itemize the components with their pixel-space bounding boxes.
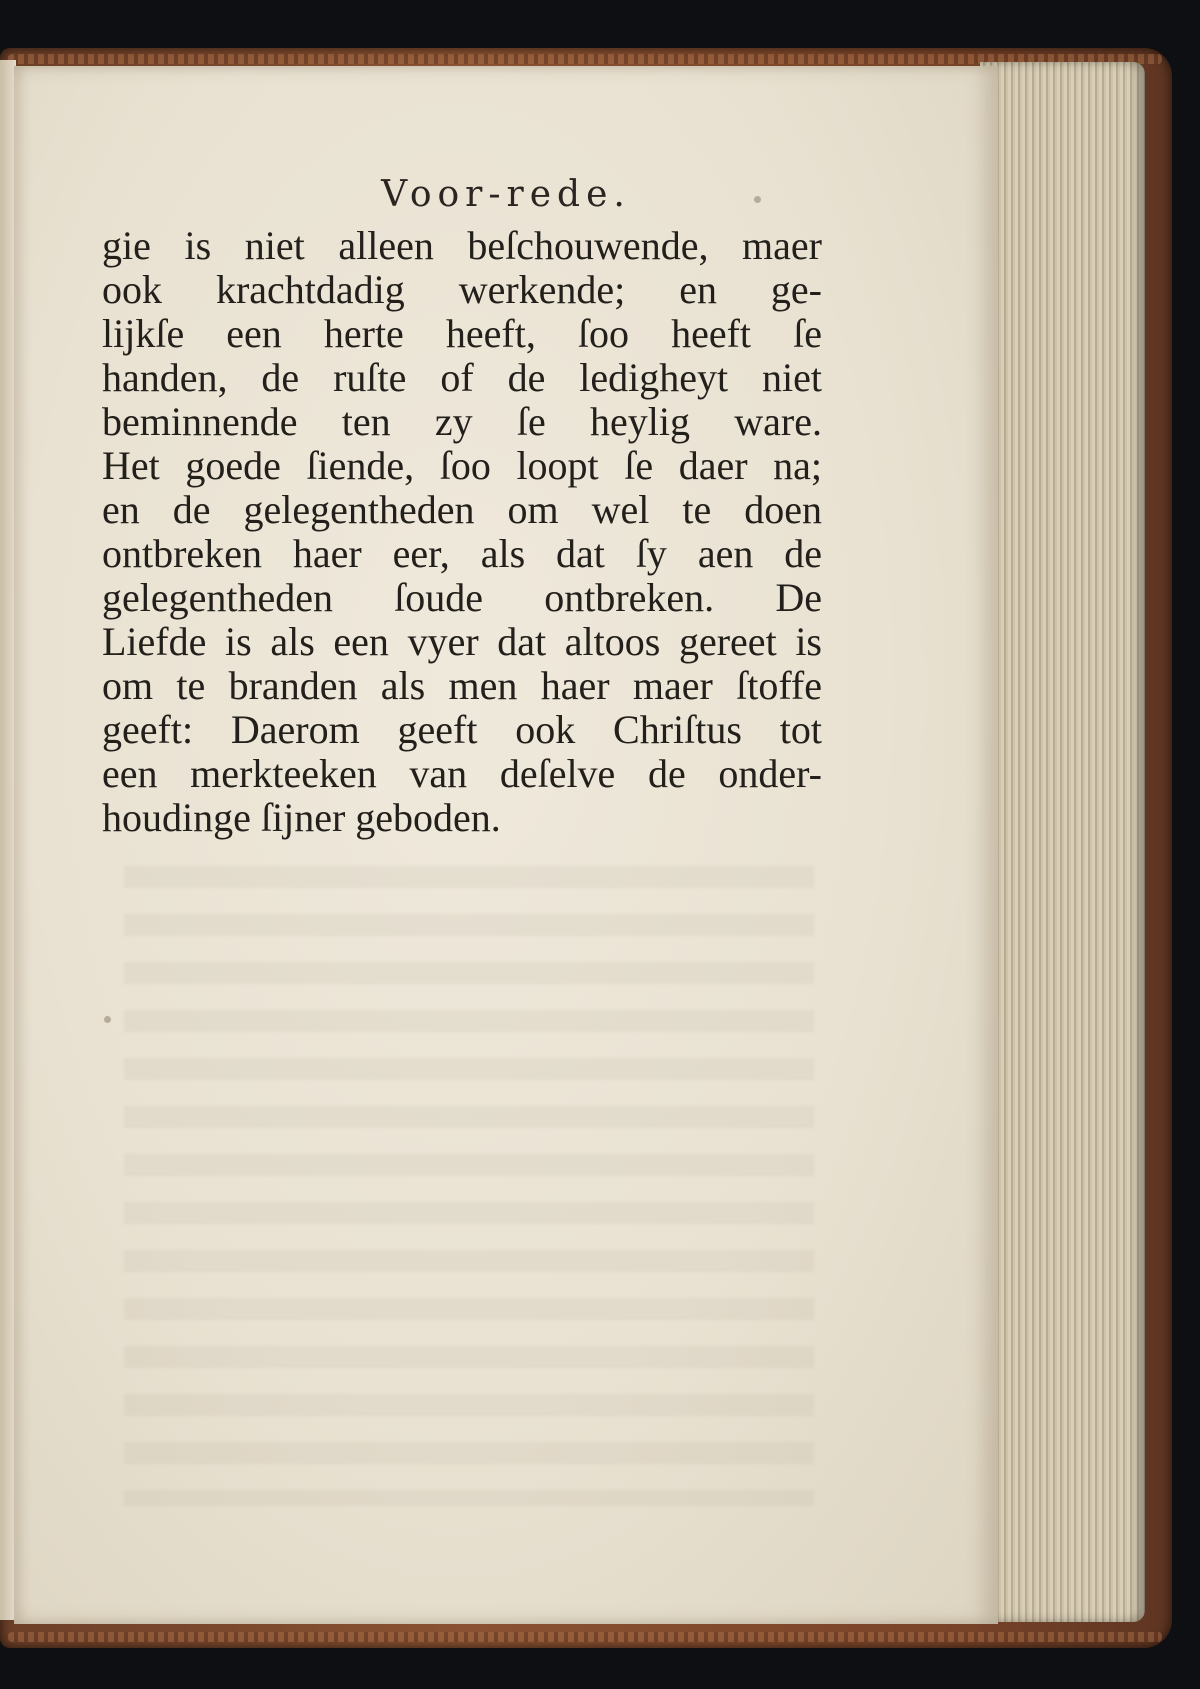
- text-line: handen, de ruſte of de ledigheyt niet: [102, 355, 822, 400]
- text-line: Het goede ſiende, ſoo loopt ſe daer na;: [102, 443, 822, 488]
- text-line: houdinge ſijner geboden.: [102, 795, 501, 840]
- page-block-edges: [980, 62, 1145, 1622]
- text-line: gelegentheden ſoude ontbreken. De: [102, 575, 822, 620]
- text-line: ook krachtdadig werkende; en ge-: [102, 267, 822, 312]
- running-head: Voor-rede.: [381, 174, 631, 215]
- cover-tooling-bottom: [8, 1632, 1162, 1642]
- book-page: [14, 66, 998, 1624]
- text-line: geeft: Daerom geeft ook Chriſtus tot: [102, 707, 822, 752]
- text-line: Liefde is als een vyer dat altoos gereet is: [102, 619, 822, 664]
- text-line: beminnende ten zy ſe heylig ware.: [102, 399, 822, 444]
- text-line: ontbreken haer eer, als dat ſy aen de: [102, 531, 822, 576]
- text-line: om te branden als men haer maer ſtoffe: [102, 663, 822, 708]
- body-text: [102, 224, 822, 840]
- text-line: een merkteeken van deſelve de onder-: [102, 751, 822, 796]
- text-line: lijkſe een herte heeft, ſoo heeft ſe: [102, 311, 822, 356]
- text-line: gie is niet alleen beſchouwende, maer: [102, 223, 822, 268]
- text-line: en de gelegentheden om wel te doen: [102, 487, 822, 532]
- show-through-text: [124, 866, 814, 1506]
- paper-spot: [104, 1016, 111, 1023]
